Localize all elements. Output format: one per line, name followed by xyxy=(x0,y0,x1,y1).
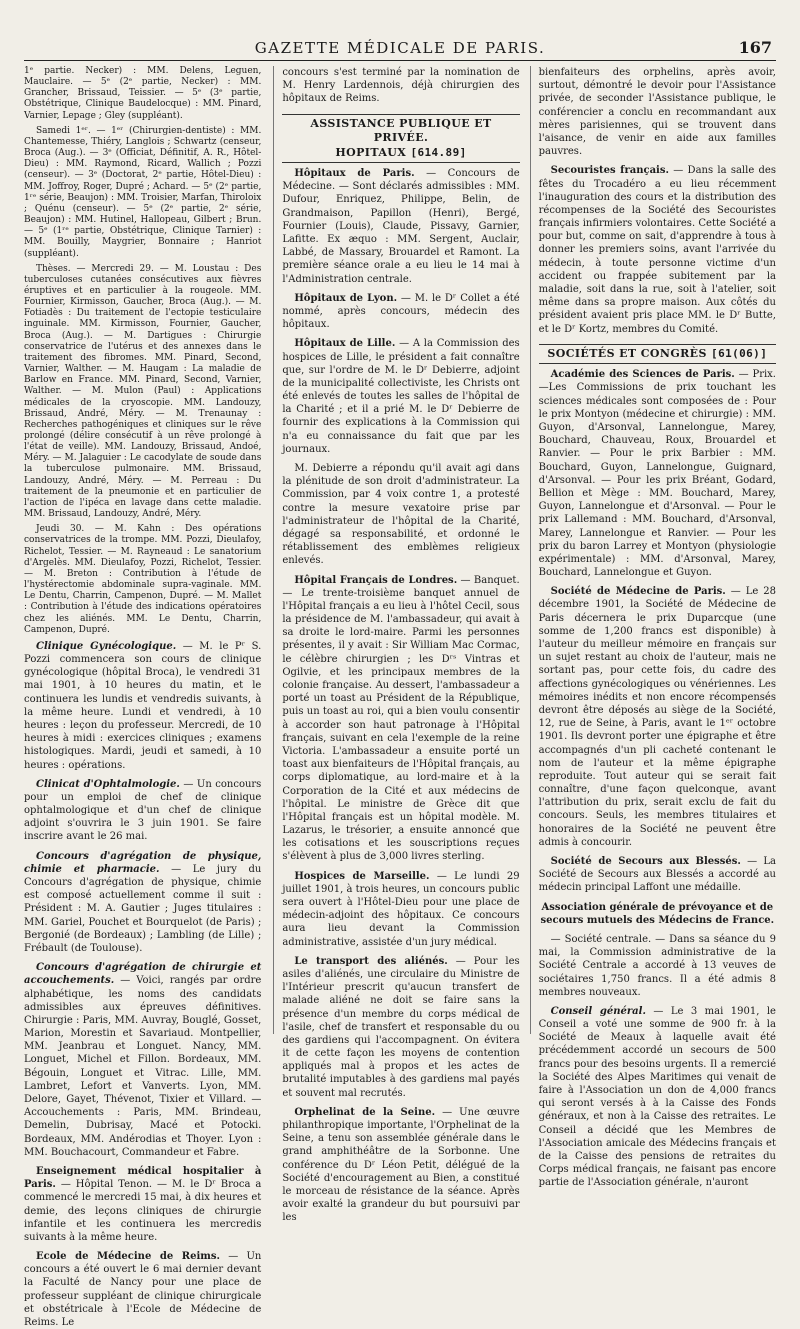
notice xyxy=(282,337,519,456)
notice-body: — Un concours pour un emploi de chef de clinique ophtalmologique et d'un chef de clinique adjoint s'ouvrira le 3 juin 1901. Se faire inscrire avant le 26 mai. xyxy=(24,778,262,843)
notice xyxy=(282,574,519,864)
notice xyxy=(24,778,261,844)
notice xyxy=(539,368,776,579)
paragraph: — Société centrale. — Dans sa séance du 9 mai, la Commission administrative de la Société Centrale a accordé à 13 veuves de sociétaires 1,750 francs. Il a été admis 8 membres nouveaux. xyxy=(538,933,776,998)
paragraph: Samedi 1ᵉʳ. — 1ᵉʳ (Chirurgien-dentiste) : MM. Chantemesse, Thiéry, Langlois ; Schwartz (censeur, Broca (Aug.). — 3ᵉ (Officiat, Définitif, A. R., Hôtel-Dieu) : MM. Raymond, Ricard, Wallich ; Pozzi (censeur). — 3ᵉ (Doctorat, 2ᵉ partie, Hôtel-Dieu) : MM. Joffroy, Roger, Dupré ; Achard. — 5ᵉ (2ᵉ partie, 1ʳᵉ série, Beaujon) : MM. Troisier, Marfan, Thiroloix ; Quénu (censeur). — 5ᵉ (2ᵉ partie, 2ᵉ série, Beaujon) : MM. Hutinel, Hallopeau, Gilbert ; Brun. — 5ᵉ (1ʳᵉ partie, Obstétrique, Clinique Tarnier) : MM. Bouilly, Maygrier, Bonnaire ; Hanriot (suppléant). xyxy=(24,125,262,259)
column-1 xyxy=(24,66,263,1328)
notice-body: — Le lundi 29 juillet 1901, à trois heures, un concours public sera ouvert à l'Hôtel-Dieu pour une place de médecin-adjoint des hôpitaux. Ce concours aura lieu devant la Commission administrative, assistée d'un jury médical. xyxy=(282,870,520,948)
notice xyxy=(24,640,261,772)
notice xyxy=(539,585,776,849)
notice-body: — Banquet. — Le trente-troisième banquet annuel de l'Hôpital français a eu lieu à l'hôtel Cecil, sous la présidence de M. l'ambassadeur, qui avait à sa droite le lord-maire. Parmi les personnes présentes, il y avait : Sir William Mac Cormac, le célèbre chirurgien ; les Dʳˢ Vintras et Ogilvie, et les principaux membres de la colonie française. Au dessert, l'ambassadeur a porté un toast au Président de la République, puis un toast au roi, qui a bien voulu consentir à accorder son haut patronage à l'Hôpital français, suivant en cela l'exemple de la reine Victoria. L'ambassadeur a ensuite porté un toast aux bienfaiteurs de l'Hôpital français, au corps diplomatique, au lord-maire et à la Corporation de la Cité et aux médecins de l'hôpital. Le ministre de Grèce dit que l'Hôpital français est un hôpital modèle. M. Lazarus, le trésorier, a ensuite annoncé que les cotisations et les souscriptions reçues s'élèvent à plus de 3,000 livres sterling. xyxy=(282,574,520,863)
notice-body: — Hôpital Tenon. — M. le Dʳ Broca a commencé le mercredi 15 mai, à dix heures et demie, des leçons cliniques de chirurgie infantile et les continuera les mercredis suivants à la même heure. xyxy=(24,1179,262,1243)
notice xyxy=(539,855,776,895)
notice-title: Hôpital Français de Londres. xyxy=(294,574,458,586)
page-number: 167 xyxy=(738,38,772,57)
notice-title: Clinique Gynécologique. xyxy=(36,640,177,652)
notice-title: Secouristes français. xyxy=(550,165,669,177)
paragraph: 1ᵉ partie. Necker) : MM. Delens, Leguen, Mauclaire. — 5ᵉ (2ᵉ partie, Necker) : MM. Grancher, Brissaud, Teissier. — 5ᵉ (3ᵉ partie, Obstétrique, Clinique Baudelocque) : MM. Pinard, Varnier, Lepage ; Gley (suppléant). xyxy=(24,66,262,121)
notice-body: — Le 3 mai 1901, le Conseil a voté une somme de 900 fr. à la Société de Meaux à laquelle avait été précédemment accordé un secours de 500 francs pour des besoins urgents. Il a remercié la Société des Alpes Maritimes qui venait de faire à l'Association un don de 4,000 francs qui seront versés à à la Caisse des Fonds généraux, et non à la Caisse des retraites. Le Conseil a décidé que les Membres de l'Association amicale des Médecins français et de la Caisse des pensions de retraites du Corps médical français, ne faisant pas encore partie de l'Association générale, n'auront xyxy=(538,1005,776,1189)
notice-title: Ecole de Médecine de Reims. xyxy=(36,1251,220,1263)
notice-title: Clinicat d'Ophtalmologie. xyxy=(36,778,180,790)
notice-title: Orphelinat de la Seine. xyxy=(294,1106,436,1118)
notice xyxy=(282,1106,519,1225)
notice-title: Concours d'agrégation de chirurgie et accouchements. xyxy=(24,962,262,987)
section-title: SOCIÉTÉS ET CONGRÈS xyxy=(547,346,707,360)
paragraph: concours s'est terminé par la nomination de M. Henry Lardennois, déjà chirurgien des hôpitaux de Reims. xyxy=(282,67,520,105)
section-heading xyxy=(539,344,776,365)
classification-code: [614.89] xyxy=(410,145,467,159)
article-columns xyxy=(24,66,776,1328)
notice xyxy=(539,1005,776,1190)
paragraph: Thèses. — Mercredi 29. — M. Loustau : Des tuberculoses cutanées consécutives aux fièvres éruptives et en particulier à la rougeole. MM. Fournier, Kirmisson, Gaucher, Broca (Aug.). — M. Fotiadès : Du traitement de l'ectopie testiculaire inguinale. MM. Kirmisson, Fournier, Gaucher, Broca (Aug.). — M. Dartigues : Chirurgie conservatrice de l'utérus et des annexes dans le traitement des fibromes. MM. Pinard, Second, Varnier, Walther. — M. Haugam : La maladie de Barlow en France. MM. Pinard, Second, Varnier, Walther. — M. Mulon (Paul) : Applications médicales de la cryoscopie. MM. Landouzy, Brissaud, André, Méry. — M. Trenaunay : Recherches pathogéniques et cliniques sur le rêve prolongé (délire consécutif à un rêve prolongé à l'état de veille). MM. Landouzy, Brissaud, Andoé, Méry. — M. Jalaguier : Le cacodylate de soude dans la tuberculose pulmonaire. MM. Brissaud, Landouzy, André, Méry. — M. Perreau : Du traitement de la pneumonie et en particulier de l'action de l'ipéca en lavage dans cette maladie. MM. Brissaud, Landouzy, André, Méry. xyxy=(24,263,262,520)
notice xyxy=(282,167,519,286)
notice xyxy=(282,870,519,949)
notice-body: — M. le Pʳ S. Pozzi commencera son cours de clinique gynécologique (hôpital Broca), le vendredi 31 mai 1901, à 10 heures du matin, et le continuera les lundis et vendredis suivants, à la même heure. Lundi et vendredi, à 10 heures : leçon du professeur. Mercredi, de 10 heures à midi : exercices cliniques ; examens histologiques. Mardi, jeudi et samedi, à 10 heures : opérations. xyxy=(24,640,262,771)
notice-title: Société de Secours aux Blessés. xyxy=(550,856,741,868)
notice-body: — Concours de Médecine. — Sont déclarés admissibles : MM. Dufour, Enriquez, Philippe, Belin, de Grandmaison, Papillon (Henri), Bergé, Fournier (Louis), Claude, Pissavy, Garnier, Lafitte. Ex æquo : MM. Sergent, Auclair, Labbé, de Massary, Brouardel et Ramont. La première séance orale a eu lieu le 14 mai à l'Administration centrale. xyxy=(282,168,520,285)
notice-title: Le transport des aliénés. xyxy=(294,955,448,967)
notice-body: — Le 28 décembre 1901, la Société de Médecine de Paris décernera le prix Duparcque (une somme de 1,200 francs est disponible) à l'auteur du meilleur mémoire en français sur un sujet restant au choix de l'auteur, mais ne sortant pas, pour cette fois, du cadre des affections gynécologiques ou vénériennes. Les mémoires inédits et non encore récompensés devront être déposés au siège de la Société, 12, rue de Seine, à Paris, avant le 1ᵉʳ octobre 1901. Ils devront porter une épigraphe et être accompagnés d'un pli cacheté contenant le nom de l'auteur et la même épigraphe reproduite. Tout auteur qui se serait fait connaître, d'une façon quelconque, avant l'attribution du prix, serait exclu de fait du concours. Seuls, les membres titulaires et honoraires de la Société ne peuvent être admis à concourir. xyxy=(538,586,776,848)
notice-body: — Voici, rangés par ordre alphabétique, les noms des candidats admissibles aux épreuves définitives. Chirurgie : Paris, MM. Auvray, Bouglé, Gosset, Marion, Morestin et Savariaud. Montpellier, MM. Jeanbrau et Longuet. Nancy, MM. Longuet, Michel et Fillon. Bordeaux, MM. Bégouin, Longuet et Vitrac. Lille, MM. Lambret, Lefort et Vanverts. Lyon, MM. Delore, Gayet, Thévenot, Tixier et Villard. — Accouchements : Paris, MM. Brindeau, Demelin, Dubrisay, Macé et Potocki. Bordeaux, MM. Andérodias et Thoyer. Lyon : MM. Bouchacourt, Commandeur et Fabre. xyxy=(24,975,262,1158)
page-header xyxy=(24,26,776,61)
classification-code: [61(06)] xyxy=(711,346,768,360)
notice-title: Enseignement médical hospitalier à Paris. xyxy=(24,1165,262,1191)
paragraph: M. Debierre a répondu qu'il avait agi dans la plénitude de son droit d'administrateur. La Commission, par 4 voix contre 1, a protesté contre la mesure vexatoire prise par l'administrateur de l'hôpital de la Charité, dégagé sa responsabilité, et ordonné le rétablissement des emblèmes religieux enlevés. xyxy=(282,463,520,567)
notice-body: — Le jury du Concours d'agrégation de physique, chimie est composé actuellement comme il suit : Président : M. A. Gautier ; Juges titulaires : MM. Gariel, Pouchet et Bourquelot (de Paris) ; Bergonié (de Bordeaux) ; Lambling (de Lille) ; Frébault (de Toulouse). xyxy=(24,863,262,954)
notice-body: — Prix. —Les Commissions de prix touchant les sciences médicales sont composées de : Pour le prix Montyon (médecine et chirurgie) : MM. Guyon, d'Arsonval, Lannelongue, Marey, Bouchard, Chauveau, Roux, Brouardel et Ranvier. — Pour le prix Barbier : MM. Bouchard, Guyon, Lannelongue, Guignard, d'Arsonval. — Pour les prix Bréant, Godard, Bellion et Mège : MM. Bouchard, Marey, Guyon, Lannelongue et d'Arsonval. — Pour le prix Lallemand : MM. Bouchard, d'Arsonval, Marey, Lannelongue et Ranvier. — Pour les prix du baron Larrey et Montyon (physiologie expérimentale) : MM. d'Arsonval, Marey, Bouchard, Lannelongue et Guyon. xyxy=(538,369,776,579)
notice xyxy=(282,955,519,1100)
notice-body: — A la Commission des hospices de Lille, le président a fait connaître que, sur l'ordre de M. le Dʳ Debierre, adjoint de la municipalité collectiviste, les Christs ont été enlevés de toutes les salles de l'hôpital de la Charité ; et il a prié M. le Dʳ Debierre de fournir des explications à la Commission qui n'a eu connaissance du fait que par les journaux. xyxy=(282,338,520,455)
section-subtitle xyxy=(282,146,519,161)
notice-title: Société de Médecine de Paris. xyxy=(550,586,726,598)
notice xyxy=(282,292,519,332)
notice-body: — M. le Dʳ Collet a été nommé, après concours, médecin des hôpitaux. xyxy=(282,292,520,331)
notice xyxy=(24,1250,261,1329)
notice-title: Hôpitaux de Lille. xyxy=(294,338,396,350)
section-title: ASSISTANCE PUBLIQUE ET PRIVÉE. xyxy=(310,116,492,145)
notice xyxy=(539,164,776,335)
notice-body: — Dans la salle des fêtes du Trocadéro a eu lieu récemment l'inauguration des cours et la distribution des récompenses de la Société des Secouristes français infirmiers volontaires. Cette Société a pour but, comme on sait, d'apprendre à tous à donner les premiers soins, avant l'arrivée du médecin, à toute personne victime d'un accident ou frappée subitement par la maladie, soit dans la rue, soit à l'atelier, soit même dans sa propre maison. Aux côtés du président avaient pris place MM. le Dʳ Butte, et le Dʳ Kortz, membres du Comité. xyxy=(538,165,776,335)
exam-schedule-block xyxy=(24,66,261,636)
section-sub-label: HOPITAUX xyxy=(335,145,407,159)
running-title: GAZETTE MÉDICALE DE PARIS. xyxy=(254,39,546,57)
notice-title: Hôpitaux de Paris. xyxy=(294,168,415,180)
notice-body: — Pour les asiles d'aliénés, une circulaire du Ministre de l'Intérieur prescrit qu'aucun transfert de malade aliéné ne doit se faire sans la présence d'un membre du corps médical de l'asile, chef de transfert et responsable du ou des gardiens qui l'accompagnent. On évitera it de cette façon les moyens de contention appliqués mal à propos et les actes de brutalité imputables à des gardiens mal payés et souvent mal recrutés. xyxy=(282,955,520,1099)
column-2 xyxy=(273,66,520,1224)
notice-body: — La Société de Secours aux Blessés a accordé au médecin principal Laffont une médaille. xyxy=(538,856,776,894)
notice-title: Concours d'agrégation de physique, chimie et pharmacie. xyxy=(24,850,262,875)
notice xyxy=(24,850,261,956)
column-3 xyxy=(530,66,776,1189)
notice-body: — Un concours a été ouvert le 6 mai dernier devant la Faculté de Nancy pour une place de professeur suppléant de clinique chirurgicale et obstétricale à l'Ecole de Médecine de Reims. Le xyxy=(24,1251,262,1328)
notice-body: — Une œuvre philanthropique importante, l'Orphelinat de la Seine, a tenu son assemblée générale dans le grand amphithéâtre de la Sorbonne. Une conférence du Dʳ Léon Petit, délégué de la Société d'encouragement au Bien, a constitué le morceau de résistance de la séance. Après avoir exalté la grandeur du but poursuivi par les xyxy=(282,1106,520,1224)
association-heading: Association générale de prévoyance et de secours mutuels des Médecins de France. xyxy=(540,901,775,926)
notice-title: Académie des Sciences de Paris. xyxy=(550,369,735,381)
notice-title: Conseil général. xyxy=(550,1005,646,1017)
paragraph: bienfaiteurs des orphelins, après avoir, surtout, démontré le devoir pour l'Assistance privée, de seconder l'Assistance publique, le conférencier a conclu en recommandant aux mères parisiennes, qui se trouvent dans l'aisance, de venir en aide aux familles pauvres. xyxy=(538,67,776,158)
notice xyxy=(24,961,261,1159)
notice-title: Hôpitaux de Lyon. xyxy=(294,292,398,304)
notice xyxy=(24,1165,261,1244)
paragraph: Jeudi 30. — M. Kahn : Des opérations conservatrices de la trompe. MM. Pozzi, Dieulafoy, Richelot, Tessier. — M. Rayneaud : Le sanatorium d'Argelès. MM. Dieulafoy, Pozzi, Richelot, Tessier. — M. Breton : Contribution à l'étude de l'hystérectomie abdominale supra-vaginale. MM. Le Dentu, Charrin, Campenon, Dupré. — M. Mallet : Contribution à l'étude des indications opératoires chez les aliénés. MM. Le Dentu, Charrin, Campenon, Dupré. xyxy=(24,524,262,635)
notice-title: Hospices de Marseille. xyxy=(294,870,430,882)
section-heading xyxy=(282,114,519,164)
